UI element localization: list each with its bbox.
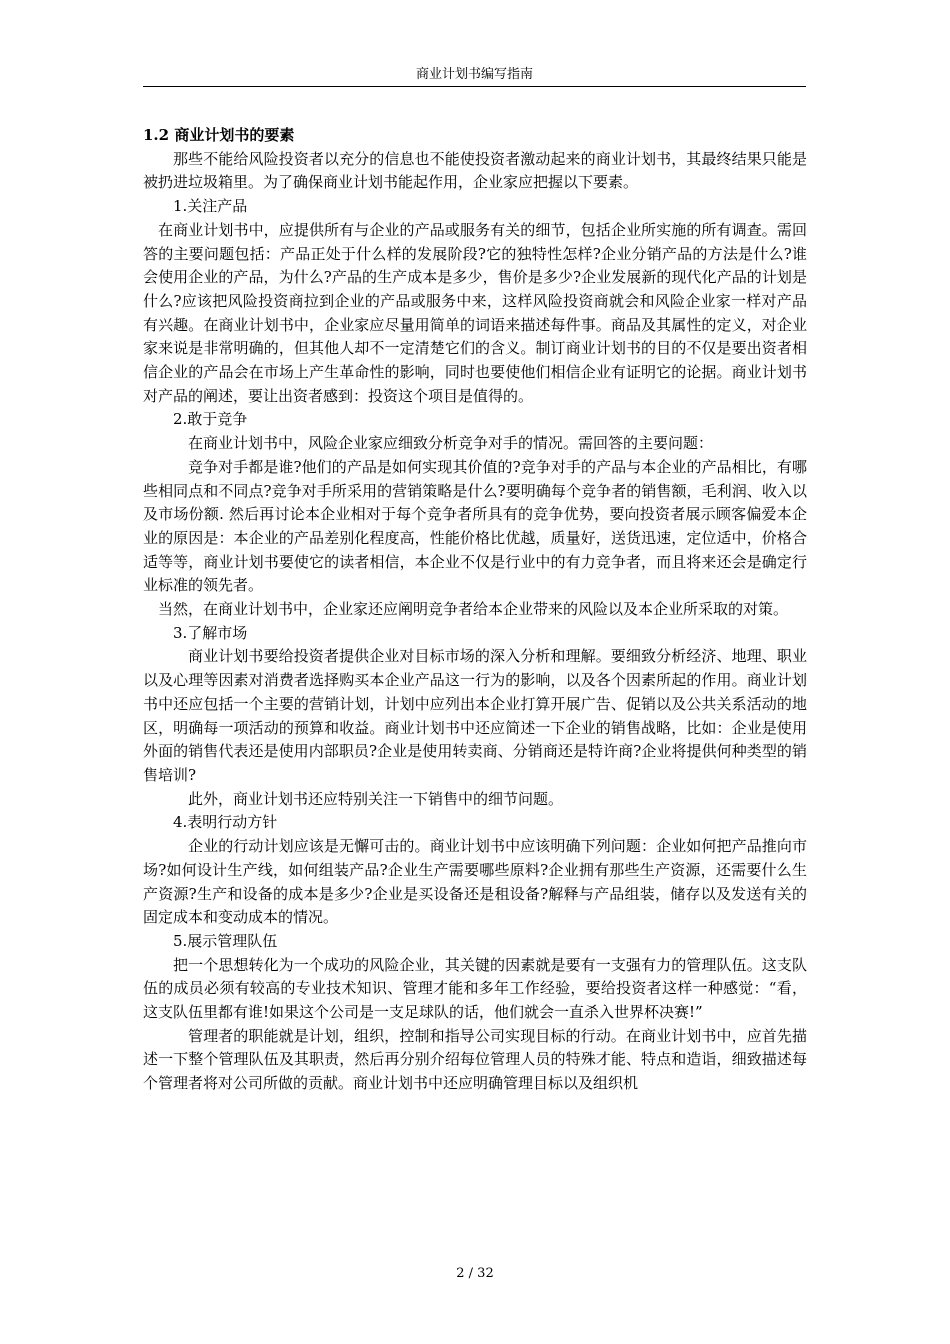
paragraph: 在商业计划书中，风险企业家应细致分析竞争对手的情况。需回答的主要问题： — [188, 434, 714, 453]
section-intro: 那些不能给风险投资者以充分的信息也不能使投资者激动起来的商业计划书，其最终结果只能是被扔进垃圾箱里。为了确保商业计划书能起作用，企业家应把握以下要素。 — [143, 149, 807, 192]
paragraph: 此外，商业计划书还应特别关注一下销售中的细节问题。 — [188, 789, 564, 808]
paragraph: 管理者的职能就是计划，组织，控制和指导公司实现目标的行动。在商业计划书中，应首先描述一下整个管理队伍及其职责，然后再分别介绍每位管理人员的特殊才能、特点和造诣，细致描述每个管理者将对公司所做的贡献。商业计划书中还应明确管理目标以及组织机 — [143, 1026, 807, 1093]
section-heading: 1.2 商业计划书的要素 — [143, 126, 295, 144]
item-title-product: 1.关注产品 — [173, 197, 248, 216]
paragraph: 企业的行动计划应该是无懈可击的。商业计划书中应该明确下列问题：企业如何把产品推向市场?如何设计生产线，如何组装产品?企业生产需要哪些原料?企业拥有那些生产资源，还需要什么生产资源?生产和设备的成本是多少?企业是买设备还是租设备?解释与产品组装，储存以及发送有关的固定成本和变动成本的情况。 — [143, 837, 807, 927]
item-title-action: 4.表明行动方针 — [173, 813, 278, 832]
paragraph: 把一个思想转化为一个成功的风险企业，其关键的因素就是要有一支强有力的管理队伍。这支队伍的成员必须有较高的专业技术知识、管理才能和多年工作经验，要给投资者这样一种感觉：“看，这支队伍里都有谁!如果这个公司是一支足球队的话，他们就会一直杀入世界杯决赛!” — [143, 955, 807, 1022]
document-body — [143, 124, 807, 1096]
paragraph: 在商业计划书中，应提供所有与企业的产品或服务有关的细节，包括企业所实施的所有调查。需回答的主要问题包括：产品正处于什么样的发展阶段?它的独特性怎样?企业分销产品的方法是什么?谁会使用企业的产品，为什么?产品的生产成本是多少，售价是多少?企业发展新的现代化产品的计划是什么?应该把风险投资商拉到企业的产品或服务中来，这样风险投资商就会和风险企业家一样对产品有兴趣。在商业计划书中，企业家应尽量用简单的词语来描述每件事。商品及其属性的定义，对企业家来说是非常明确的，但其他人却不一定清楚它们的含义。制订商业计划书的目的不仅是要出资者相信企业的产品会在市场上产生革命性的影响，同时也要使他们相信企业有证明它的论据。商业计划书对产品的阐述，要让出资者感到：投资这个项目是值得的。 — [143, 220, 807, 405]
item-title-competition: 2.敢于竞争 — [173, 410, 248, 429]
paragraph: 竞争对手都是谁?他们的产品是如何实现其价值的?竞争对手的产品与本企业的产品相比，有哪些相同点和不同点?竞争对手所采用的营销策略是什么?要明确每个竞争者的销售额，毛利润、收入以及市场份额. 然后再讨论本企业相对于每个竞争者所具有的竞争优势，要向投资者展示顾客偏爱本企业的原因是：本企业的产品差别化程度高，性能价格比优越，质量好，送货迅速，定位适中，价格合适等等，商业计划书要使它的读者相信，本企业不仅是行业中的有力竞争者，而且将来还会是确定行业标准的领先者。 — [143, 457, 807, 595]
page-number: 2 / 32 — [456, 1266, 494, 1281]
page-header — [143, 66, 806, 87]
item-title-market: 3.了解市场 — [173, 623, 248, 642]
item-title-team: 5.展示管理队伍 — [173, 931, 278, 950]
header-title: 商业计划书编写指南 — [415, 67, 533, 82]
paragraph: 商业计划书要给投资者提供企业对目标市场的深入分析和理解。要细致分析经济、地理、职业以及心理等因素对消费者选择购买本企业产品这一行为的影响，以及各个因素所起的作用。商业计划书中还应包括一个主要的营销计划，计划中应列出本企业打算开展广告、促销以及公共关系活动的地区，明确每一项活动的预算和收益。商业计划书中还应简述一下企业的销售战略，比如：企业是使用外面的销售代表还是使用内部职员?企业是使用转卖商、分销商还是特许商?企业将提供何种类型的销售培训? — [143, 647, 807, 784]
page-footer — [0, 1265, 950, 1283]
paragraph: 当然，在商业计划书中，企业家还应阐明竞争者给本企业带来的风险以及本企业所采取的对策。 — [158, 600, 789, 619]
